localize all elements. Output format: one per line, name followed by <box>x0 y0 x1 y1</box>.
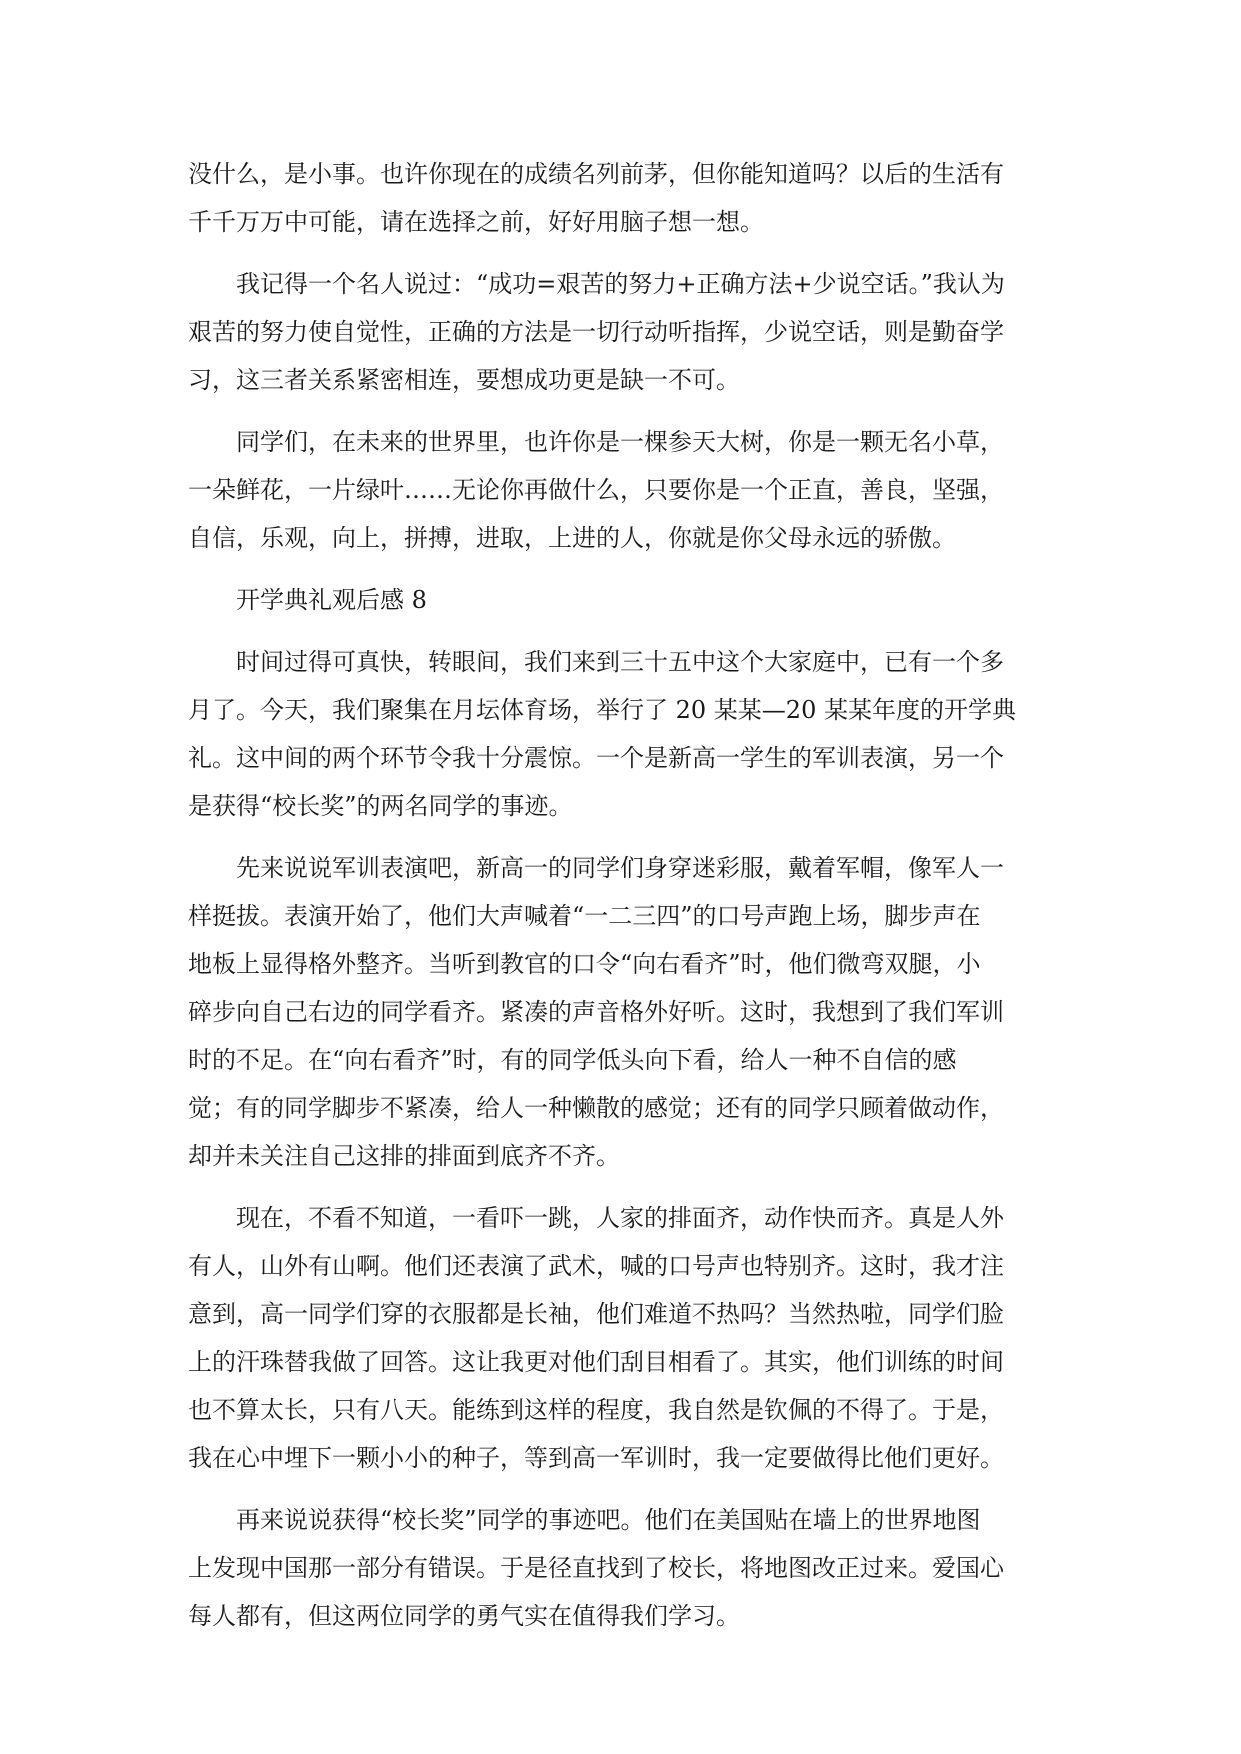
text-line: 碎步向自己右边的同学看齐。紧凑的声音格外好听。这时，我想到了我们军训 <box>188 998 1004 1026</box>
text-line: 却并未关注自己这排的排面到底齐不齐。 <box>188 1142 620 1170</box>
text-line: 艰苦的努力使自觉性，正确的方法是一切行动听指挥，少说空话，则是勤奋学 <box>188 318 1004 346</box>
section-heading <box>188 576 1048 624</box>
text-line: 习，这三者关系紧密相连，要想成功更是缺一不可。 <box>188 366 740 394</box>
text-line: 也不算太长，只有八天。能练到这样的程度，我自然是钦佩的不得了。于是， <box>188 1396 1004 1424</box>
text-line: 千千万万中可能，请在选择之前，好好用脑子想一想。 <box>188 208 764 236</box>
text-line: 意到，高一同学们穿的衣服都是长袖，他们难道不热吗？当然热啦，同学们脸 <box>188 1300 1004 1328</box>
text-line: 地板上显得格外整齐。当听到教官的口令“向右看齐”时，他们微弯双腿，小 <box>188 950 981 978</box>
paragraph-future <box>188 418 1048 562</box>
text-line: 时的不足。在“向右看齐”时，有的同学低头向下看，给人一种不自信的感 <box>188 1046 957 1074</box>
paragraph-now <box>188 1194 1048 1482</box>
text-line: 上的汗珠替我做了回答。这让我更对他们刮目相看了。其实，他们训练的时间 <box>188 1348 1004 1376</box>
section-title: 开学典礼观后感 8 <box>236 586 427 614</box>
text-line: 觉；有的同学脚步不紧凑，给人一种懒散的感觉；还有的同学只顾着做动作， <box>188 1094 1004 1122</box>
text-line: 现在，不看不知道，一看吓一跳，人家的排面齐，动作快而齐。真是人外 <box>236 1204 1004 1232</box>
text-line: 再来说说获得“校长奖”同学的事迹吧。他们在美国贴在墙上的世界地图 <box>236 1506 981 1534</box>
text-line: 上发现中国那一部分有错误。于是径直找到了校长，将地图改正过来。爱国心 <box>188 1554 1004 1582</box>
text-line: 有人，山外有山啊。他们还表演了武术，喊的口号声也特别齐。这时，我才注 <box>188 1252 1004 1280</box>
text-line: 我在心中埋下一颗小小的种子，等到高一军训时，我一定要做得比他们更好。 <box>188 1444 1004 1472</box>
text-line: 每人都有，但这两位同学的勇气实在值得我们学习。 <box>188 1602 740 1630</box>
paragraph-intro <box>188 150 1048 246</box>
text-line: 月了。今天，我们聚集在月坛体育场，举行了 20 某某—20 某某年度的开学典 <box>188 696 1016 724</box>
paragraph-military <box>188 844 1048 1180</box>
document-body <box>188 150 1048 1640</box>
paragraph-quote <box>188 260 1048 404</box>
text-line: 没什么，是小事。也许你现在的成绩名列前茅，但你能知道吗？以后的生活有 <box>188 160 1004 188</box>
text-line: 样挺拔。表演开始了，他们大声喊着“一二三四”的口号声跑上场，脚步声在 <box>188 902 981 930</box>
text-line: 一朵鲜花，一片绿叶……无论你再做什么，只要你是一个正直，善良，坚强， <box>188 476 1004 504</box>
paragraph-award <box>188 1496 1048 1640</box>
text-line: 时间过得可真快，转眼间，我们来到三十五中这个大家庭中，已有一个多 <box>236 648 1004 676</box>
paragraph-time <box>188 638 1048 830</box>
text-line: 我记得一个名人说过：“成功=艰苦的努力+正确方法+少说空话。”我认为 <box>236 270 1005 298</box>
text-line: 先来说说军训表演吧，新高一的同学们身穿迷彩服，戴着军帽，像军人一 <box>236 854 1004 882</box>
text-line: 同学们，在未来的世界里，也许你是一棵参天大树，你是一颗无名小草， <box>236 428 1004 456</box>
text-line: 自信，乐观，向上，拼搏，进取，上进的人，你就是你父母永远的骄傲。 <box>188 524 956 552</box>
text-line: 礼。这中间的两个环节令我十分震惊。一个是新高一学生的军训表演，另一个 <box>188 744 1004 772</box>
text-line: 是获得“校长奖”的两名同学的事迹。 <box>188 792 573 820</box>
